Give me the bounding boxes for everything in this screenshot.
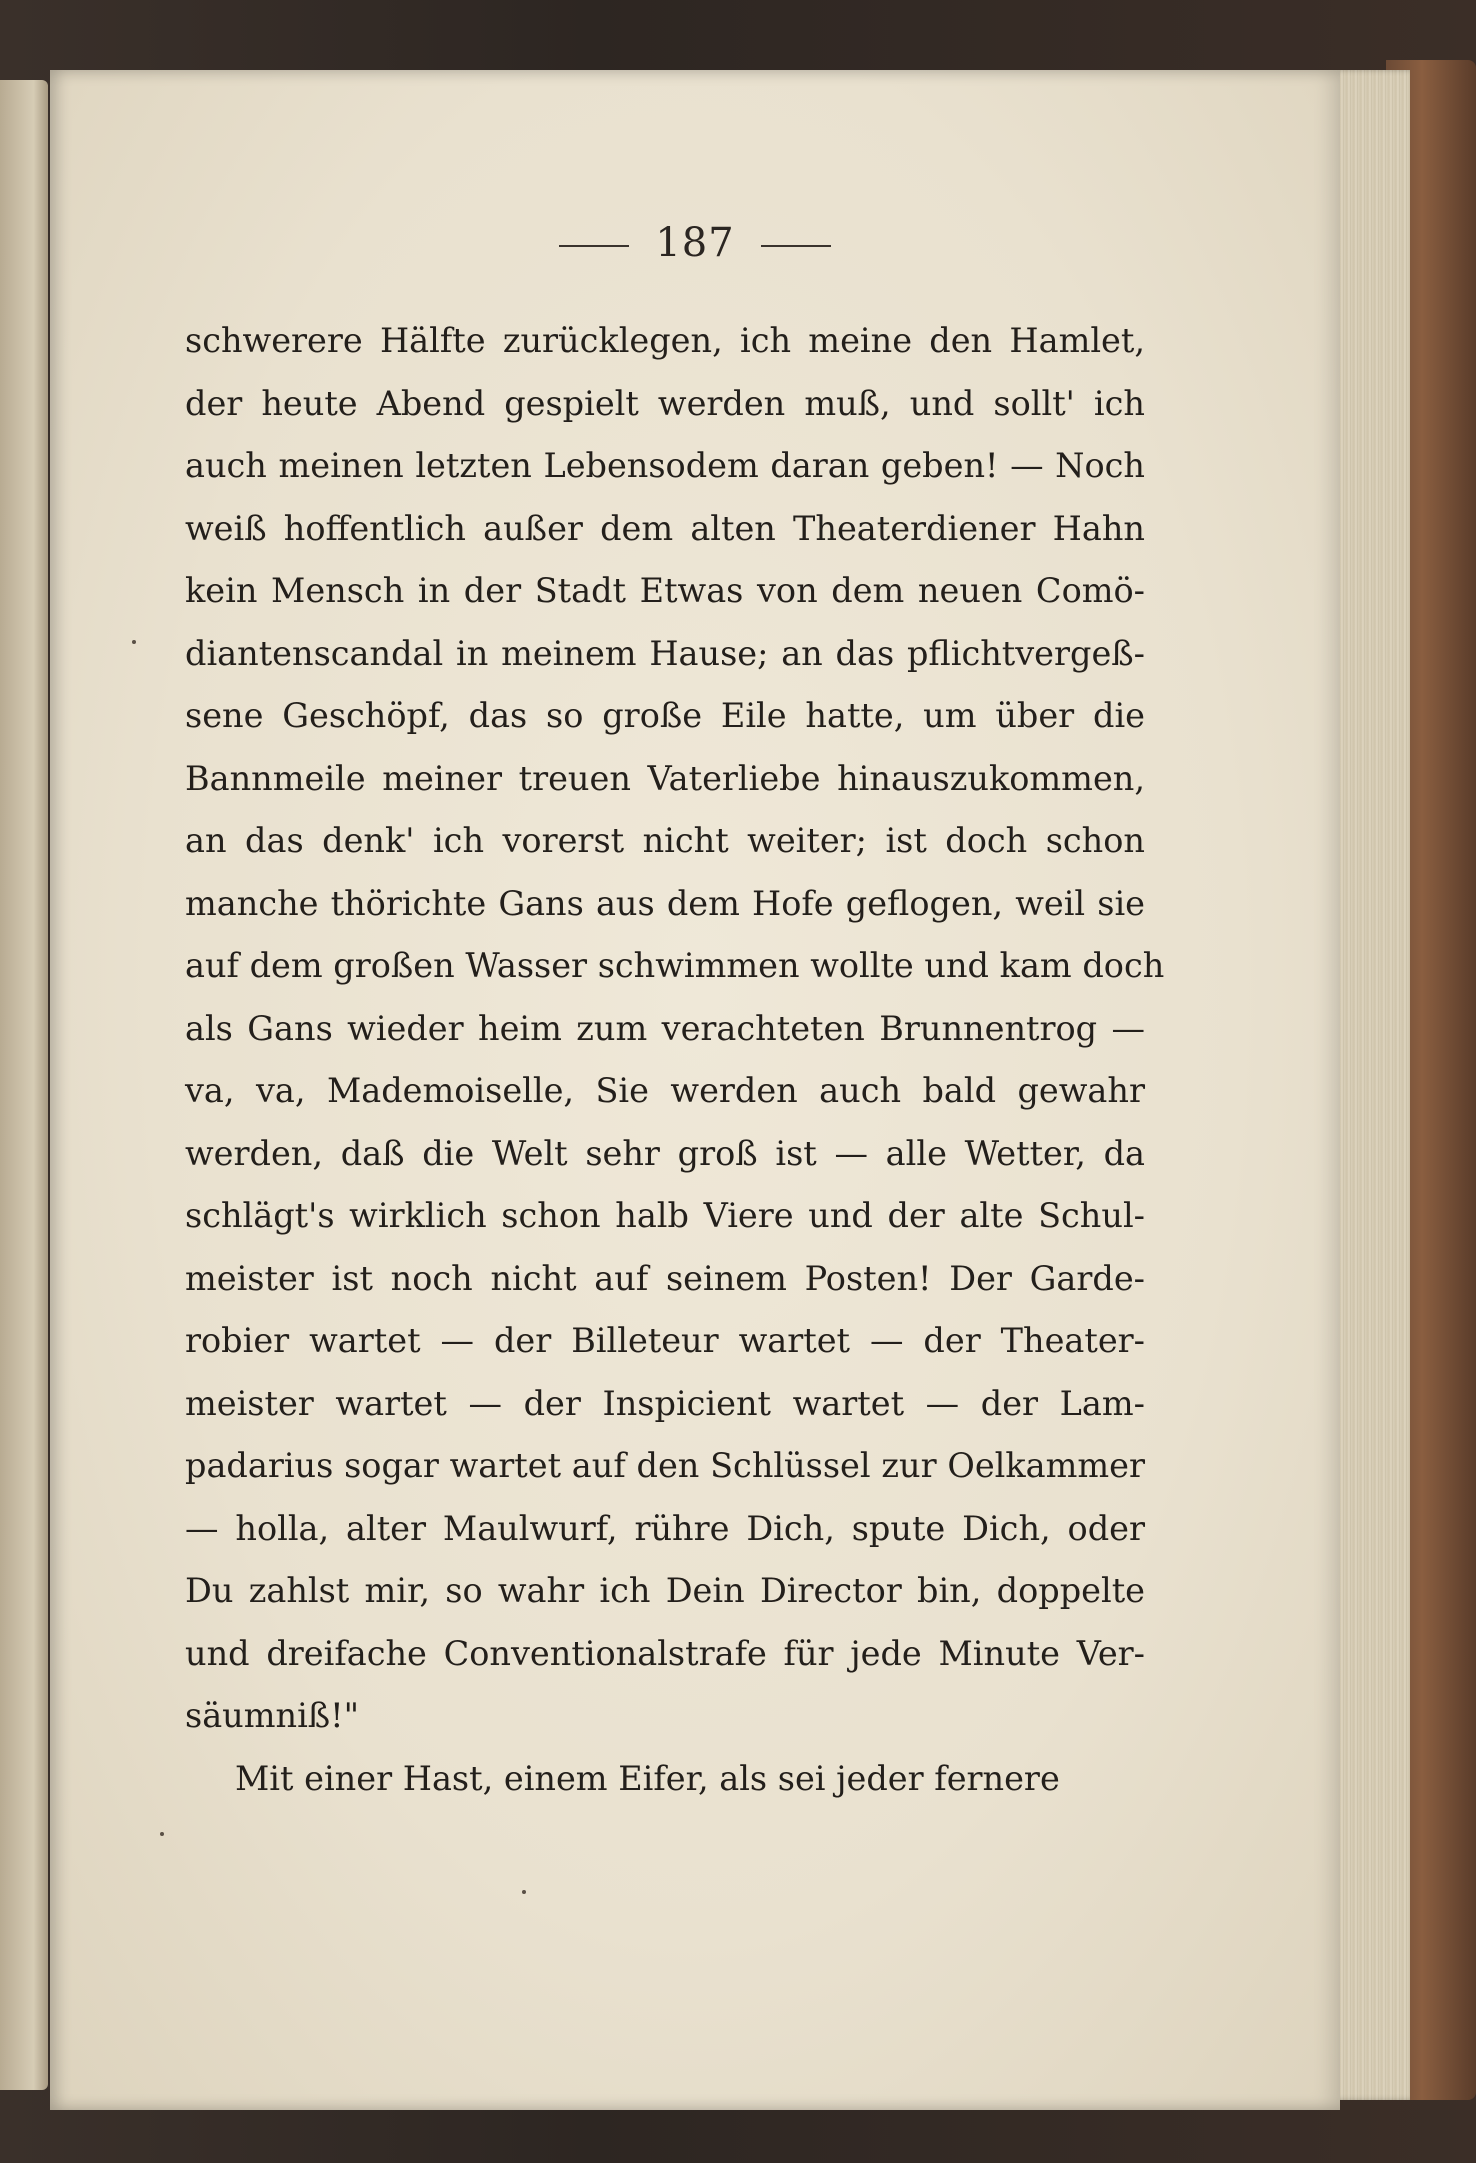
text-line: manche thörichte Gans aus dem Hofe geflogen, weil sie [185, 883, 1145, 923]
text-line: meister ist noch nicht auf seinem Posten! Der Garde- [185, 1258, 1145, 1298]
paper-speck [522, 1890, 526, 1894]
text-line: säumniß!" [185, 1696, 360, 1735]
text-line: robier wartet — der Billeteur wartet — der Theater- [185, 1321, 1145, 1360]
text-line: Du zahlst mir, so wahr ich Dein Director bin, doppelte [185, 1571, 1145, 1610]
text-line: weiß hoffentlich außer dem alten Theaterdiener Hahn [185, 508, 1145, 548]
text-line: auf dem großen Wasser schwimmen wollte und kam doch [185, 946, 1165, 985]
text-line: schwerere Hälfte zurücklegen, ich meine den Hamlet, [185, 321, 1145, 360]
text-line: diantenscandal in meinem Hause; an das pflichtvergeß- [185, 633, 1145, 673]
page-header [50, 220, 1340, 266]
text-line: der heute Abend gespielt werden muß, und sollt' ich [185, 383, 1145, 423]
text-line: — holla, alter Maulwurf, rühre Dich, spute Dich, oder [185, 1508, 1145, 1548]
page-number: 187 [655, 220, 735, 266]
text-line: va, va, Mademoiselle, Sie werden auch bald gewahr [185, 1071, 1145, 1110]
page-stack-edges [1330, 70, 1410, 2100]
body-text [185, 310, 1165, 1810]
header-dash-left [559, 245, 629, 247]
text-line: meister wartet — der Inspicient wartet — der Lam- [185, 1383, 1145, 1423]
text-line: schlägt's wirklich schon halb Viere und der alte Schul- [185, 1196, 1145, 1235]
text-line: padarius sogar wartet auf den Schlüssel zur Oelkammer [185, 1446, 1145, 1485]
text-line: werden, daß die Welt sehr groß ist — alle Wetter, da [185, 1133, 1145, 1173]
text-line: sene Geschöpf, das so große Eile hatte, um über die [185, 696, 1145, 735]
left-page-edge [0, 80, 48, 2090]
paragraph-start-line: Mit einer Hast, einem Eifer, als sei jeder fernere [235, 1758, 1060, 1798]
header-dash-right [761, 245, 831, 247]
text-line: kein Mensch in der Stadt Etwas von dem neuen Comö- [185, 571, 1145, 610]
book-page [50, 70, 1340, 2110]
text-line: auch meinen letzten Lebensodem daran geben! — Noch [185, 446, 1145, 485]
paper-speck [132, 640, 136, 644]
text-line: Bannmeile meiner treuen Vaterliebe hinauszukommen, [185, 758, 1145, 798]
text-line: und dreifache Conventionalstrafe für jede Minute Ver- [185, 1633, 1145, 1673]
text-line: als Gans wieder heim zum verachteten Brunnentrog — [185, 1008, 1145, 1048]
paper-speck [160, 1832, 164, 1836]
text-line: an das denk' ich vorerst nicht weiter; ist doch schon [185, 821, 1145, 860]
